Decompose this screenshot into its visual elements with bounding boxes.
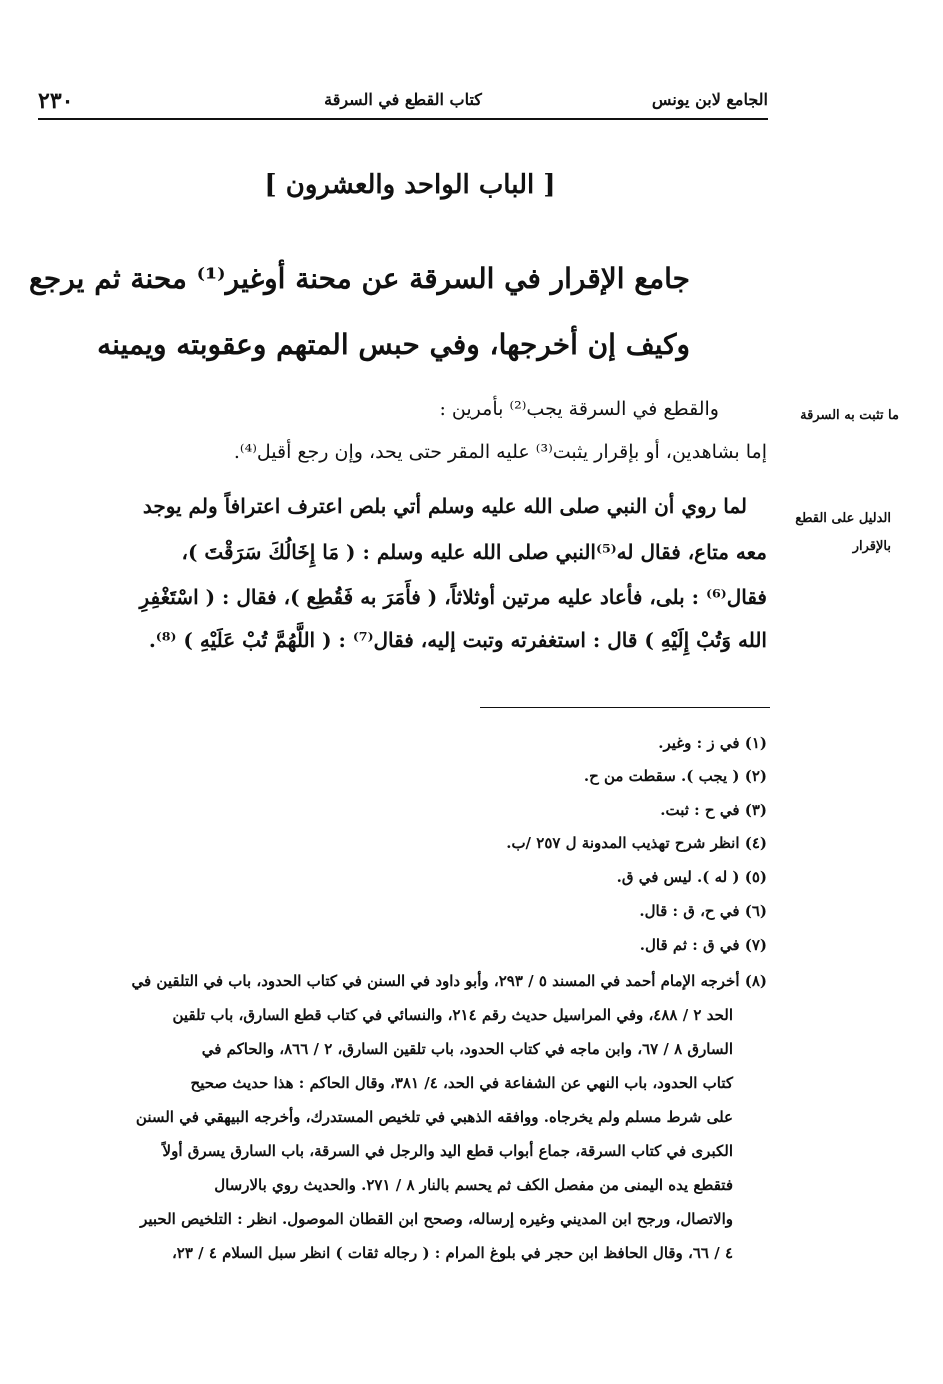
footnote-8-line: فتقطع يده اليمنى من مفصل الكف ثم يحسم بالنار ٨ / ٢٧١. والحديث روي بالارسال — [214, 1176, 733, 1194]
footnote: (٢) ( يجب ). سقطت من ح. — [583, 767, 767, 785]
paragraph2-line: معه متاع، فقال له⁽⁵⁾النبي صلى الله عليه وسلم : ( مَا إِخَالُكَ سَرَقْتَ )، — [181, 540, 767, 564]
margin-note-proof-of-theft: ما تثبت به السرقة — [800, 408, 899, 423]
footnote-separator — [480, 707, 770, 708]
footnote: (٦) في ح، ق : قال. — [639, 902, 767, 920]
margin-note-evidence-by-confession: الدليل على القطع بالإقرار — [795, 511, 891, 554]
footnote: (٥) ( له ). ليس في ق. — [616, 868, 767, 886]
footnote: (١) في ز : وغير. — [658, 734, 767, 752]
section-title-line-2: وكيف إن أخرجها، وفي حبس المتهم وعقوبته ويمينه — [97, 328, 690, 361]
footnote-8-line: والاتصال، ورجح ابن المديني وغيره إرساله، وصحح ابن القطان الموصول. انظر : التلخيص الحبير — [140, 1210, 733, 1228]
footnote: (٣) في ح : ثبت. — [660, 801, 767, 819]
footnote-8-line: على شرط مسلم ولم يخرجاه. ووافقه الذهبي في تلخيص المستدرك، وأخرجه البيهقي في السنن — [135, 1108, 733, 1126]
paragraph1-line: والقطع في السرقة يجب⁽²⁾ بأمرين : — [439, 398, 719, 420]
chapter-name: كتاب القطع في السرقة — [324, 90, 482, 109]
footnote-8-line: السارق ٨ / ٦٧، وابن ماجه في كتاب الحدود، باب تلقين السارق، ٢ / ٨٦٦، والحاكم في — [201, 1040, 733, 1058]
footnote-8-line: الكبرى في كتاب السرقة، جماع أبواب قطع اليد والرجل في السرقة، باب السارق يسرق أولاً — [162, 1142, 733, 1160]
paragraph2-line: فقال⁽⁶⁾ : بلى، فأعاد عليه مرتين أوثلاثاً، ( فأَمَرَ به فَقُطِع )، فقال : ( اسْتَغْفِرِ — [139, 585, 767, 609]
footnote-8-line: ٤ / ٦٦، وقال الحافظ ابن حجر في بلوغ المرام : ( رجاله ثقات ) انظر سبل السلام ٤ / ٢٣، — [171, 1244, 733, 1262]
page-number: ٢٣٠ — [38, 88, 74, 114]
paragraph1-line: إما بشاهدين، أو بإقرار يثبت⁽³⁾ عليه المقر حتى يحد، وإن رجع أقيل⁽⁴⁾. — [233, 441, 767, 463]
chapter-heading: [ الباب الواحد والعشرون ] — [264, 170, 556, 200]
book-title: الجامع لابن يونس — [651, 90, 768, 109]
running-header — [38, 88, 768, 120]
footnote: (٧) في ق : ثم قال. — [639, 936, 767, 954]
section-title-line-1: جامع الإقرار في السرقة عن محنة أوغير⁽¹⁾ محنة ثم يرجع — [29, 262, 690, 295]
footnote-8-line: الحد ٢ / ٤٨٨، وفي المراسيل حديث رقم ٢١٤، والنسائي في كتاب قطع السارق، باب تلقين — [172, 1006, 733, 1024]
paragraph2-line: الله وَتُبْ إِلَيْهِ ) قال : استغفرته وتبت إليه، فقال⁽⁷⁾ : ( اللَّهُمَّ تُبْ عَلَيْهِ ) ⁽⁸⁾. — [148, 628, 767, 652]
footnote-8-line: كتاب الحدود، باب النهي عن الشفاعة في الحد، ٤/ ٣٨١، وقال الحاكم : هذا حديث صحيح — [190, 1074, 733, 1092]
paragraph2-line: لما روي أن النبي صلى الله عليه وسلم أتي بلص اعترف اعترافاً ولم يوجد — [142, 494, 747, 518]
footnote: (٤) انظر شرح تهذيب المدونة ل ٢٥٧ /ب. — [506, 834, 767, 852]
footnote-8-line: (٨) أخرجه الإمام أحمد في المسند ٥ / ٢٩٣، وأبو داود في السنن في كتاب الحدود، باب في التلقين في — [131, 972, 767, 990]
